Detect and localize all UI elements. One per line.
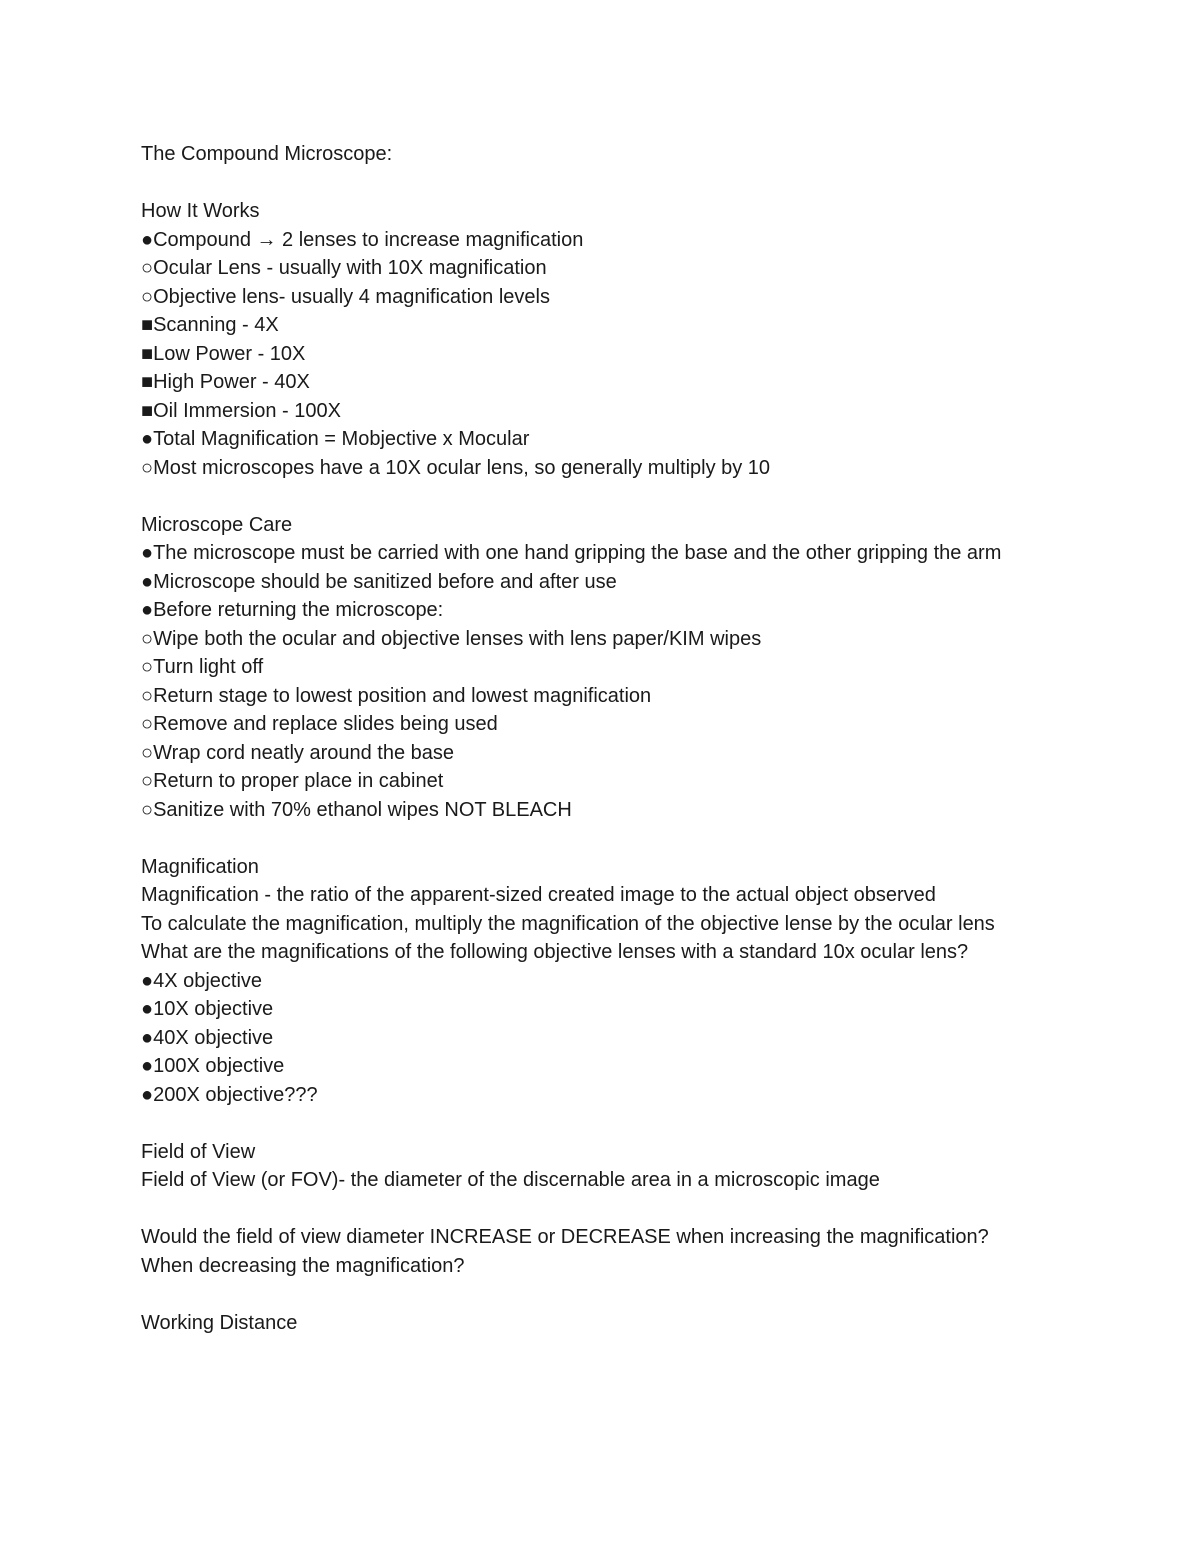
list-item bbox=[141, 1081, 1081, 1110]
bullet-icon: ● bbox=[141, 428, 154, 450]
bullet-icon: ● bbox=[141, 969, 154, 992]
list-item-text: 200X objective??? bbox=[153, 1083, 318, 1106]
section-heading-how-it-works: How It Works bbox=[141, 200, 260, 222]
bullet-icon: ○ bbox=[141, 684, 154, 707]
bullet-icon: ● bbox=[141, 1026, 154, 1049]
list-item-text: The microscope must be carried with one hand gripping the base and the other gripping the arm bbox=[153, 542, 1002, 564]
list-item-text: Wrap cord neatly around the base bbox=[153, 741, 455, 764]
list-item bbox=[141, 311, 1081, 340]
list-item-text: Low Power - 10X bbox=[153, 342, 306, 365]
list-item bbox=[141, 1024, 1081, 1053]
list-item-text: Objective lens- usually 4 magnification levels bbox=[153, 285, 550, 308]
how-it-works-list bbox=[141, 226, 1081, 483]
spacer bbox=[141, 1109, 1081, 1138]
document-title: The Compound Microscope: bbox=[141, 143, 393, 165]
list-item bbox=[141, 539, 1081, 568]
list-item bbox=[141, 625, 1081, 654]
list-item bbox=[141, 454, 1081, 483]
list-item bbox=[141, 710, 1081, 739]
list-item bbox=[141, 682, 1081, 711]
spacer bbox=[141, 482, 1081, 511]
list-item-text: Most microscopes have a 10X ocular lens, so generally multiply by 10 bbox=[153, 456, 771, 479]
section-heading-magnification: Magnification bbox=[141, 855, 259, 878]
bullet-icon: ○ bbox=[141, 713, 154, 735]
fov-definition: Field of View (or FOV)- the diameter of the discernable area in a microscopic image bbox=[141, 1169, 880, 1191]
bullet-icon: ● bbox=[141, 228, 154, 251]
list-item-text: Compound → 2 lenses to increase magnification bbox=[153, 228, 584, 251]
list-item-text: Turn light off bbox=[153, 656, 264, 678]
list-item bbox=[141, 596, 1081, 625]
list-item-text: Before returning the microscope: bbox=[153, 599, 444, 621]
bullet-icon: ○ bbox=[141, 456, 154, 479]
bullet-icon: ● bbox=[141, 998, 154, 1020]
list-item-text: 100X objective bbox=[153, 1055, 285, 1077]
list-item bbox=[141, 283, 1081, 312]
list-item bbox=[141, 368, 1081, 397]
spacer bbox=[141, 169, 1081, 198]
fov-question-increase: Would the field of view diameter INCREASE or DECREASE when increasing the magnification? bbox=[141, 1226, 989, 1248]
section-heading-working-distance: Working Distance bbox=[141, 1311, 298, 1334]
spacer bbox=[141, 1195, 1081, 1224]
objective-list bbox=[141, 967, 1081, 1110]
list-item-text: Microscope should be sanitized before and after use bbox=[153, 570, 617, 593]
bullet-icon: ● bbox=[141, 1055, 154, 1077]
magnification-definition: Magnification - the ratio of the apparent-sized created image to the actual object observed bbox=[141, 884, 936, 906]
list-item bbox=[141, 995, 1081, 1024]
bullet-icon: ○ bbox=[141, 257, 154, 279]
list-item bbox=[141, 1052, 1081, 1081]
bullet-icon: ○ bbox=[141, 627, 154, 650]
list-item-text: Total Magnification = Mobjective x Mocular bbox=[153, 428, 530, 450]
list-item-text: Wipe both the ocular and objective lenses with lens paper/KIM wipes bbox=[153, 627, 762, 650]
list-item bbox=[141, 397, 1081, 426]
bullet-icon: ■ bbox=[141, 314, 154, 336]
bullet-icon: ● bbox=[141, 599, 154, 621]
bullet-icon: ● bbox=[141, 570, 154, 593]
magnification-calculation: To calculate the magnification, multiply the magnification of the objective lense by the ocular lens bbox=[141, 912, 995, 935]
list-item bbox=[141, 653, 1081, 682]
list-item-text: Return stage to lowest position and lowest magnification bbox=[153, 684, 652, 707]
list-item bbox=[141, 739, 1081, 768]
section-heading-field-of-view: Field of View bbox=[141, 1140, 256, 1163]
list-item bbox=[141, 425, 1081, 454]
bullet-icon: ■ bbox=[141, 371, 154, 393]
bullet-icon: ● bbox=[141, 1083, 154, 1106]
list-item bbox=[141, 340, 1081, 369]
document-page bbox=[141, 140, 1081, 1337]
list-item-text: 40X objective bbox=[153, 1026, 274, 1049]
magnification-question: What are the magnifications of the following objective lenses with a standard 10x ocular lens? bbox=[141, 941, 969, 963]
spacer bbox=[141, 824, 1081, 853]
bullet-icon: ○ bbox=[141, 285, 154, 308]
bullet-icon: ○ bbox=[141, 798, 154, 821]
list-item bbox=[141, 967, 1081, 996]
microscope-care-list bbox=[141, 539, 1081, 824]
spacer bbox=[141, 1280, 1081, 1309]
list-item-text: Scanning - 4X bbox=[153, 314, 279, 336]
bullet-icon: ○ bbox=[141, 741, 154, 764]
list-item bbox=[141, 568, 1081, 597]
list-item bbox=[141, 254, 1081, 283]
bullet-icon: ■ bbox=[141, 342, 154, 365]
list-item-text: Oil Immersion - 100X bbox=[153, 399, 341, 422]
list-item-text: Sanitize with 70% ethanol wipes NOT BLEACH bbox=[153, 798, 572, 821]
list-item-text: 10X objective bbox=[153, 998, 274, 1020]
list-item bbox=[141, 767, 1081, 796]
fov-question-decrease: When decreasing the magnification? bbox=[141, 1254, 465, 1277]
list-item-text: Remove and replace slides being used bbox=[153, 713, 498, 735]
list-item-text: Ocular Lens - usually with 10X magnification bbox=[153, 257, 547, 279]
list-item bbox=[141, 226, 1081, 255]
list-item-text: 4X objective bbox=[153, 969, 263, 992]
bullet-icon: ■ bbox=[141, 399, 154, 422]
list-item-text: Return to proper place in cabinet bbox=[153, 770, 444, 792]
list-item-text: High Power - 40X bbox=[153, 371, 310, 393]
section-heading-microscope-care: Microscope Care bbox=[141, 513, 293, 536]
bullet-icon: ○ bbox=[141, 656, 154, 678]
bullet-icon: ● bbox=[141, 542, 154, 564]
bullet-icon: ○ bbox=[141, 770, 154, 792]
list-item bbox=[141, 796, 1081, 825]
